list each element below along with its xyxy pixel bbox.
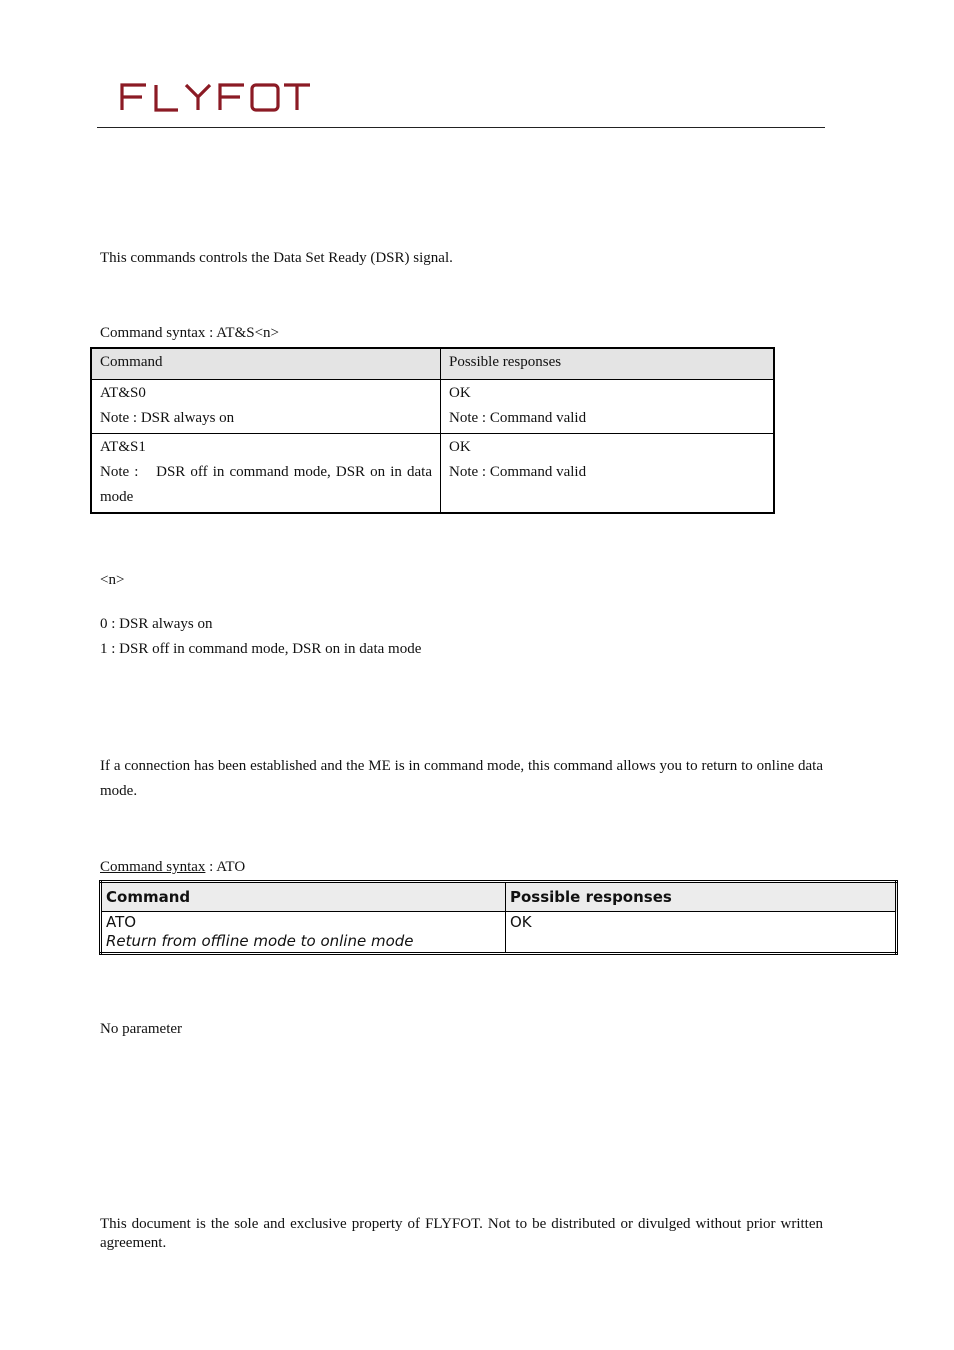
command-cell xyxy=(91,434,441,514)
response-text: OK xyxy=(449,439,471,455)
ato-description: If a connection has been established and the ME is in command mode, this command allows you to return to online data mode. xyxy=(100,758,823,799)
param-value-0: 0 : DSR always on xyxy=(100,616,213,632)
response-note: Note : Command valid xyxy=(449,410,587,426)
command-note: Return from offline mode to online mode xyxy=(106,932,414,950)
command-note: Note : DSR off in command mode, DSR on in data mode xyxy=(100,464,432,505)
ato-command-table xyxy=(99,880,898,955)
ato-parameter-text: No parameter xyxy=(100,1021,183,1037)
header-responses: Possible responses xyxy=(441,348,775,380)
table-row xyxy=(91,380,774,434)
flyfot-logo xyxy=(118,80,313,114)
command-text: AT&S0 xyxy=(100,385,146,401)
header-responses: Possible responses xyxy=(506,882,897,912)
table-row xyxy=(91,434,774,514)
ato-syntax-value: : ATO xyxy=(205,859,246,875)
table-header-row xyxy=(101,882,897,912)
ato-syntax xyxy=(100,855,245,880)
header-command: Command xyxy=(101,882,506,912)
table-row xyxy=(101,912,897,954)
dsr-command-table xyxy=(90,347,775,514)
command-note: Note : DSR always on xyxy=(100,410,235,426)
response-note: Note : Command valid xyxy=(449,464,587,480)
dsr-syntax-label: Command syntax : AT&S<n> xyxy=(100,325,280,341)
response-text: OK xyxy=(449,385,471,401)
ato-syntax-label: Command syntax xyxy=(100,859,206,875)
response-cell xyxy=(441,380,775,434)
response-cell xyxy=(441,434,775,514)
command-text: AT&S1 xyxy=(100,439,146,455)
header-command: Command xyxy=(91,348,441,380)
param-name: <n> xyxy=(100,572,125,588)
footer-notice: This document is the sole and exclusive property of FLYFOT. Not to be distributed or divulged without prior written agreement. xyxy=(100,1216,823,1251)
response-cell xyxy=(506,912,897,954)
command-cell xyxy=(101,912,506,954)
dsr-description: This commands controls the Data Set Ready (DSR) signal. xyxy=(100,250,453,266)
response-text: OK xyxy=(510,913,532,931)
param-value-1: 1 : DSR off in command mode, DSR on in data mode xyxy=(100,641,422,657)
command-text: ATO xyxy=(106,913,137,931)
command-cell xyxy=(91,380,441,434)
table-header-row xyxy=(91,348,774,380)
header-rule xyxy=(97,127,825,128)
